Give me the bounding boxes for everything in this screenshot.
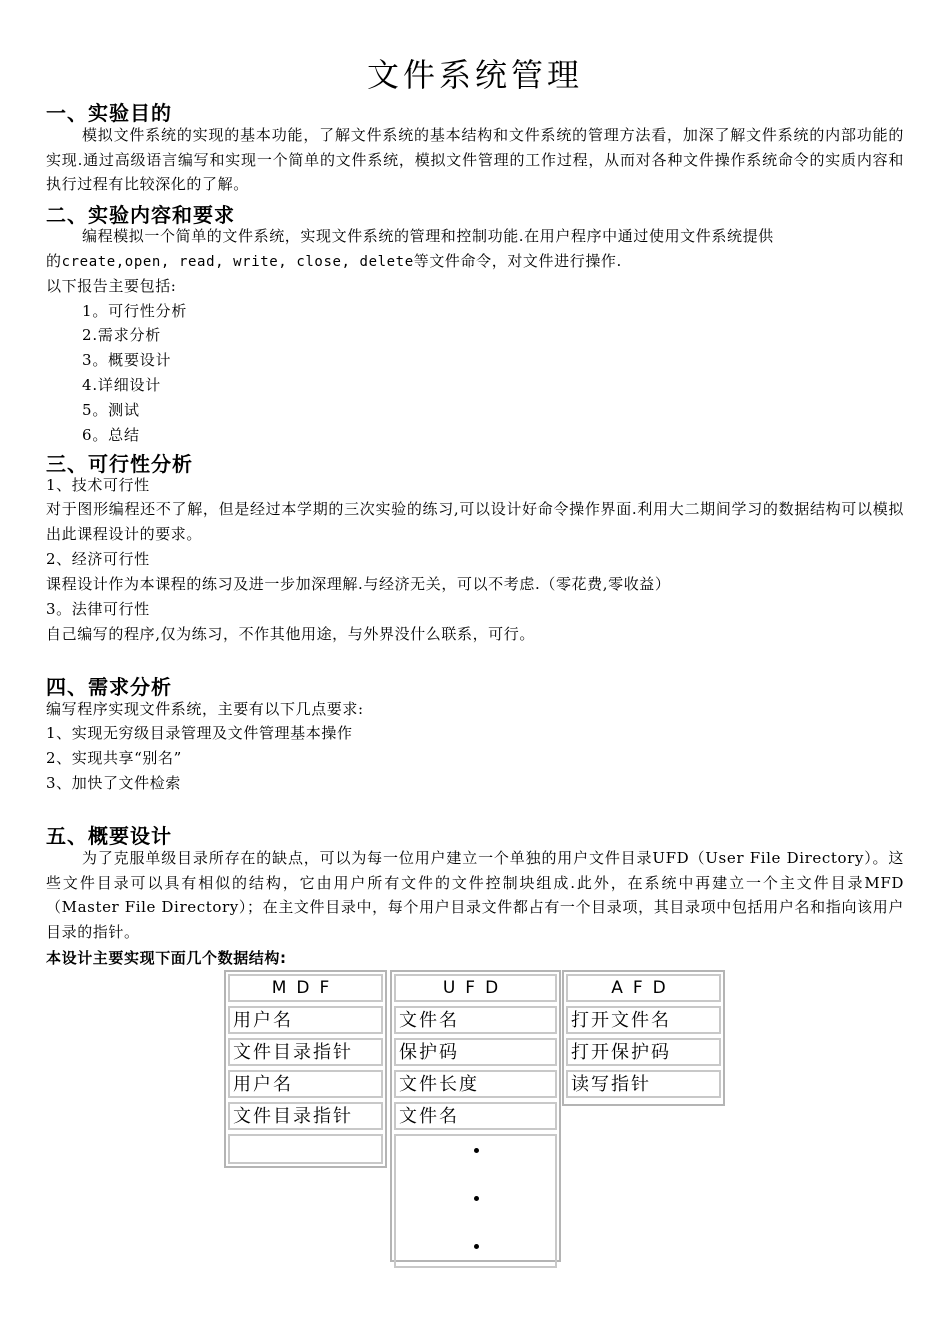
feasibility-text-technical: 对于图形编程还不了解，但是经过本学期的三次实验的练习,可以设计好命令操作界面.利用大二期间学习的数据结构可以模拟出此课程设计的要求。	[46, 500, 904, 543]
ellipsis-dot	[474, 1244, 479, 1249]
mdf-header: MDF	[228, 974, 383, 1002]
report-list-item: 4.详细设计	[82, 376, 162, 394]
ufd-row: 保护码	[394, 1038, 557, 1066]
section-body-design: 为了克服单级目录所存在的缺点，可以为每一位用户建立一个单独的用户文件目录UFD（User File Directory）。这些文件目录可以具有相似的结构，它由用户所有文件的文件控制块组成.此外，在系统中再建立一个主文件目录MFD （Master File Directory）；在主文件目录中，每个用户目录文件都占有一个目录项，其目录项中包括用户名和指向该用户目录的指针。	[46, 849, 904, 941]
mdf-row: 文件目录指针	[228, 1102, 383, 1130]
data-structures-intro: 本设计主要实现下面几个数据结构:	[46, 949, 287, 967]
section-body-purpose: 模拟文件系统的实现的基本功能，了解文件系统的基本结构和文件系统的管理方法看，加深了解文件系统的内部功能的实现.通过高级语言编写和实现一个简单的文件系统，模拟文件管理的工作过程，从而对各种文件操作系统命令的实质内容和执行过程有比较深化的了解。	[46, 126, 904, 193]
afd-row: 读写指针	[566, 1070, 721, 1098]
section-heading-requirements: 四、需求分析	[46, 675, 172, 699]
requirements-intro: 编写程序实现文件系统，主要有以下几点要求:	[46, 700, 364, 718]
ellipsis-dot	[474, 1148, 479, 1153]
line2-suffix: 等文件命令，对文件进行操作.	[413, 252, 622, 270]
ufd-row: 文件名	[394, 1006, 557, 1034]
requirement-item: 3、加快了文件检索	[46, 774, 181, 792]
report-list-item: 2.需求分析	[82, 326, 162, 344]
section-body-content-line2	[46, 249, 622, 274]
section-body-content-line1: 编程模拟一个简单的文件系统，实现文件系统的管理和控制功能.在用户程序中通过使用文件系统提供	[82, 227, 774, 245]
document-title: 文件系统管理	[366, 56, 583, 94]
feasibility-sub-legal: 3。法律可行性	[46, 600, 150, 618]
afd-row: 打开文件名	[566, 1006, 721, 1034]
report-list-item: 6。总结	[82, 426, 140, 444]
afd-structure	[562, 970, 725, 1106]
ufd-row: 文件长度	[394, 1070, 557, 1098]
mdf-row: 文件目录指针	[228, 1038, 383, 1066]
mdf-row: 用户名	[228, 1006, 383, 1034]
ufd-structure	[390, 970, 561, 1262]
ufd-row: 文件名	[394, 1102, 557, 1130]
requirement-item: 1、实现无穷级目录管理及文件管理基本操作	[46, 724, 353, 742]
mdf-row: 用户名	[228, 1070, 383, 1098]
section-heading-purpose: 一、实验目的	[46, 101, 172, 125]
mdf-row-empty	[228, 1134, 383, 1164]
ufd-continuation	[394, 1134, 557, 1268]
mdf-structure	[224, 970, 387, 1168]
feasibility-text-legal: 自己编写的程序,仅为练习，不作其他用途，与外界没什么联系，可行。	[46, 625, 535, 643]
report-list-item: 5。测试	[82, 401, 140, 419]
report-list-item: 3。概要设计	[82, 351, 172, 369]
feasibility-text-economic: 课程设计作为本课程的练习及进一步加深理解.与经济无关，可以不考虑.（零花费,零收益）	[46, 575, 671, 593]
feasibility-sub-economic: 2、经济可行性	[46, 550, 150, 568]
section-heading-content: 二、实验内容和要求	[46, 203, 235, 227]
afd-header: AFD	[566, 974, 721, 1002]
feasibility-sub-technical: 1、技术可行性	[46, 476, 150, 494]
ufd-header: UFD	[394, 974, 557, 1002]
line2-prefix: 的	[46, 252, 62, 270]
file-commands: create,open, read, write, close, delete	[61, 254, 414, 270]
afd-row: 打开保护码	[566, 1038, 721, 1066]
section-heading-feasibility: 三、可行性分析	[46, 452, 193, 476]
report-list-intro: 以下报告主要包括:	[46, 277, 177, 295]
report-list-item: 1。可行性分析	[82, 302, 188, 320]
section-heading-design: 五、概要设计	[46, 824, 172, 848]
requirement-item: 2、实现共享“别名”	[46, 749, 182, 767]
ellipsis-dot	[474, 1196, 479, 1201]
